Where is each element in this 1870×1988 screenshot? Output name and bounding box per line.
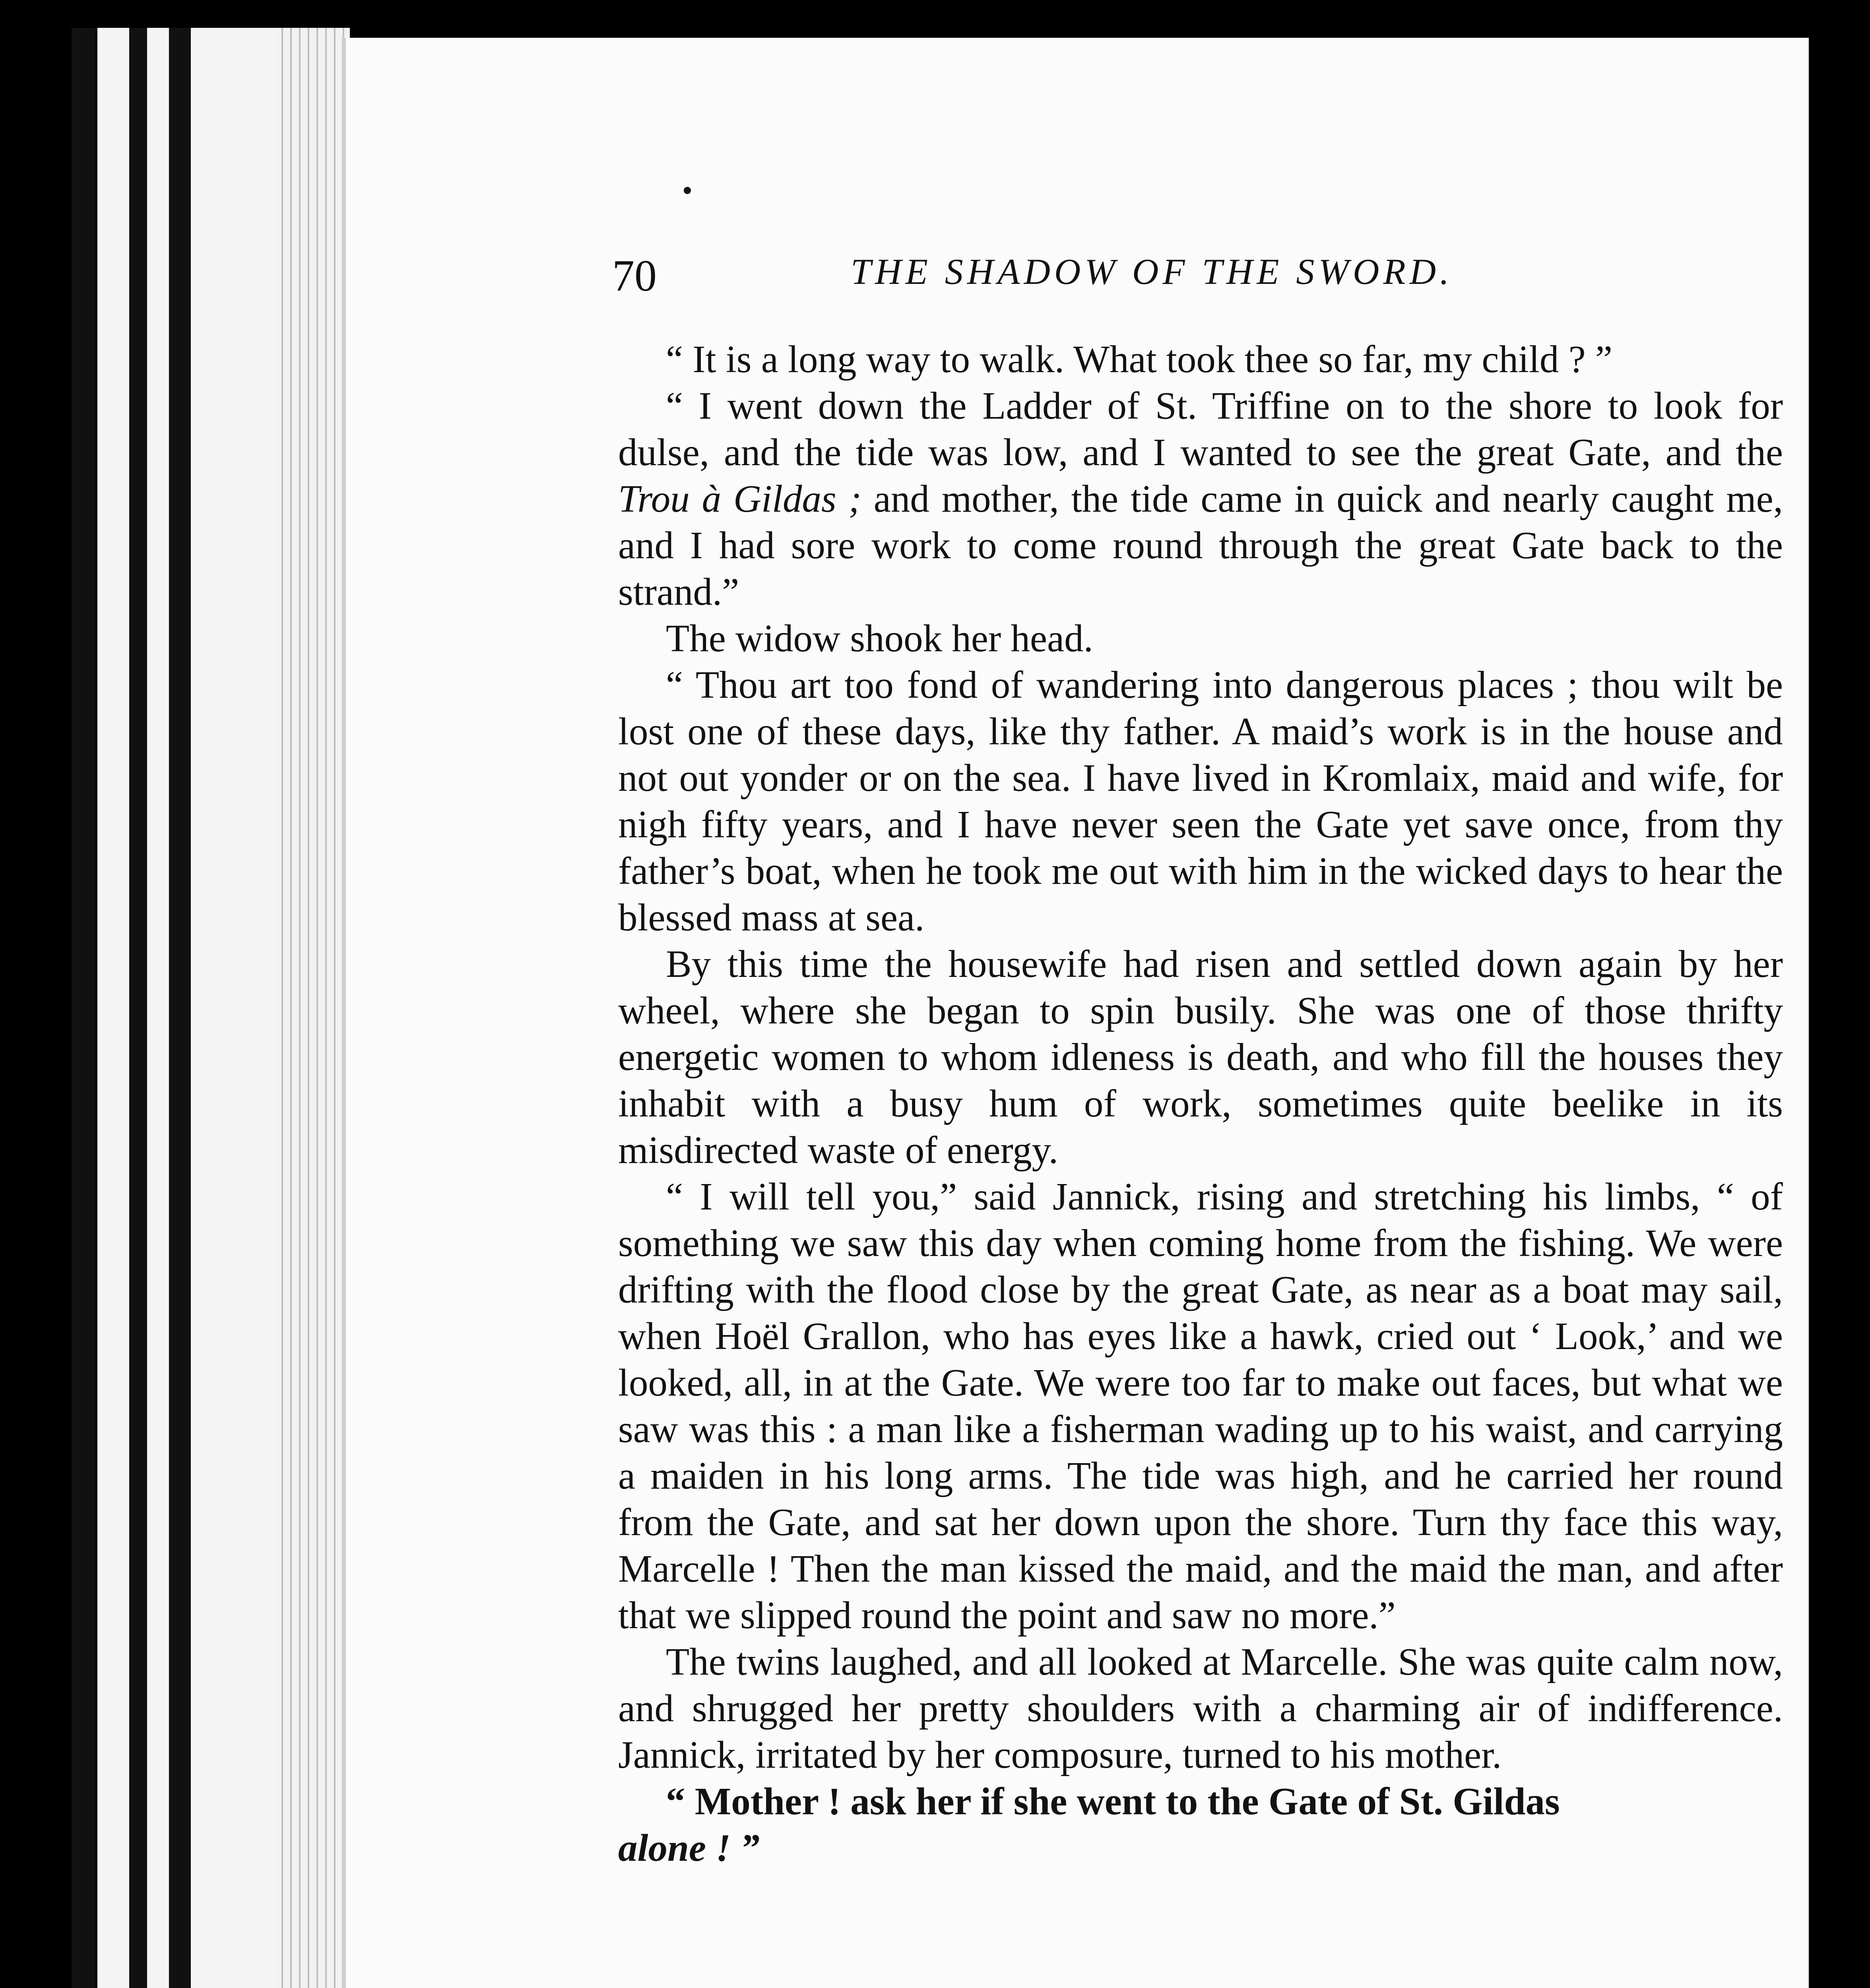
page-number: 70 — [612, 251, 657, 301]
paragraph — [618, 382, 1783, 615]
body-text — [618, 336, 1783, 1871]
paragraph: The widow shook her head. — [666, 617, 1093, 660]
book-edge-shadow — [129, 28, 147, 1988]
italic-place-name: Trou à Gildas ; — [618, 478, 861, 520]
paragraph: The twins laughed, and all looked at Marcelle. She was quite calm now, and shrugged her pretty shoulders with a charming air of indifference. Jannick, irritated by her composure, turned to his mother. — [618, 1640, 1783, 1776]
ink-speck — [684, 187, 691, 194]
paragraph-text: “ Mother ! ask her if she went to the Gate of St. Gildas — [666, 1780, 1560, 1823]
paragraph: “ It is a long way to walk. What took thee so far, my child ? ” — [666, 338, 1612, 381]
running-head — [612, 250, 1733, 310]
page-title: THE SHADOW OF THE SWORD. — [851, 251, 1453, 292]
book-edge-shadow — [169, 28, 191, 1988]
italic-emphasis: alone ! ” — [618, 1827, 760, 1869]
book-edge — [191, 28, 274, 1988]
paragraph: “ Thou art too fond of wandering into dangerous places ; thou wilt be lost one of these days, like thy father. A maid’s work is in the house and not out yonder or on the sea. I have lived in Kromlaix, maid and wife, for nigh fifty years, and I have never seen the Gate yet save once, from thy father’s boat, when he took me out with him in the wicked days to hear the blessed mass at sea. — [618, 664, 1783, 939]
paragraph-text: and mother, the tide came in quick and nearly caught me, and I had sore work to come round through the great Gate back to the strand.” — [618, 478, 1783, 613]
book-edge-shadow — [72, 28, 95, 1988]
book-edge — [147, 28, 169, 1988]
paragraph-text: “ I went down the Ladder of St. Triffine on to the shore to look for dulse, and the tide was low, and I wanted to see the great Gate, and the — [618, 384, 1783, 474]
paragraph — [618, 1778, 1783, 1871]
paragraph: “ I will tell you,” said Jannick, rising and stretching his limbs, “ of something we saw this day when coming home from the fishing. We were drifting with the flood close by the great Gate, as near as a boat may sail, when Hoël Grallon, who has eyes like a hawk, cried out ‘ Look,’ and we looked, all, in at the Gate. We were too far to make out faces, but what we saw was this : a man like a fisherman wading up to his waist, and carrying a maiden in his long arms. The tide was high, and he carried her round from the Gate, and sat her down upon the shore. Turn thy face this way, Marcelle ! Then the man kissed the maid, and the maid the man, and after that we slipped round the point and saw no more.” — [618, 1175, 1783, 1637]
page-stack — [274, 28, 350, 1988]
paragraph: By this time the housewife had risen and settled down again by her wheel, where she began to spin busily. She was one of those thrifty energetic women to whom idleness is death, and who fill the houses they inhabit with a busy hum of work, sometimes quite beelike in its misdirected waste of energy. — [618, 943, 1783, 1171]
book-edge — [97, 28, 129, 1988]
